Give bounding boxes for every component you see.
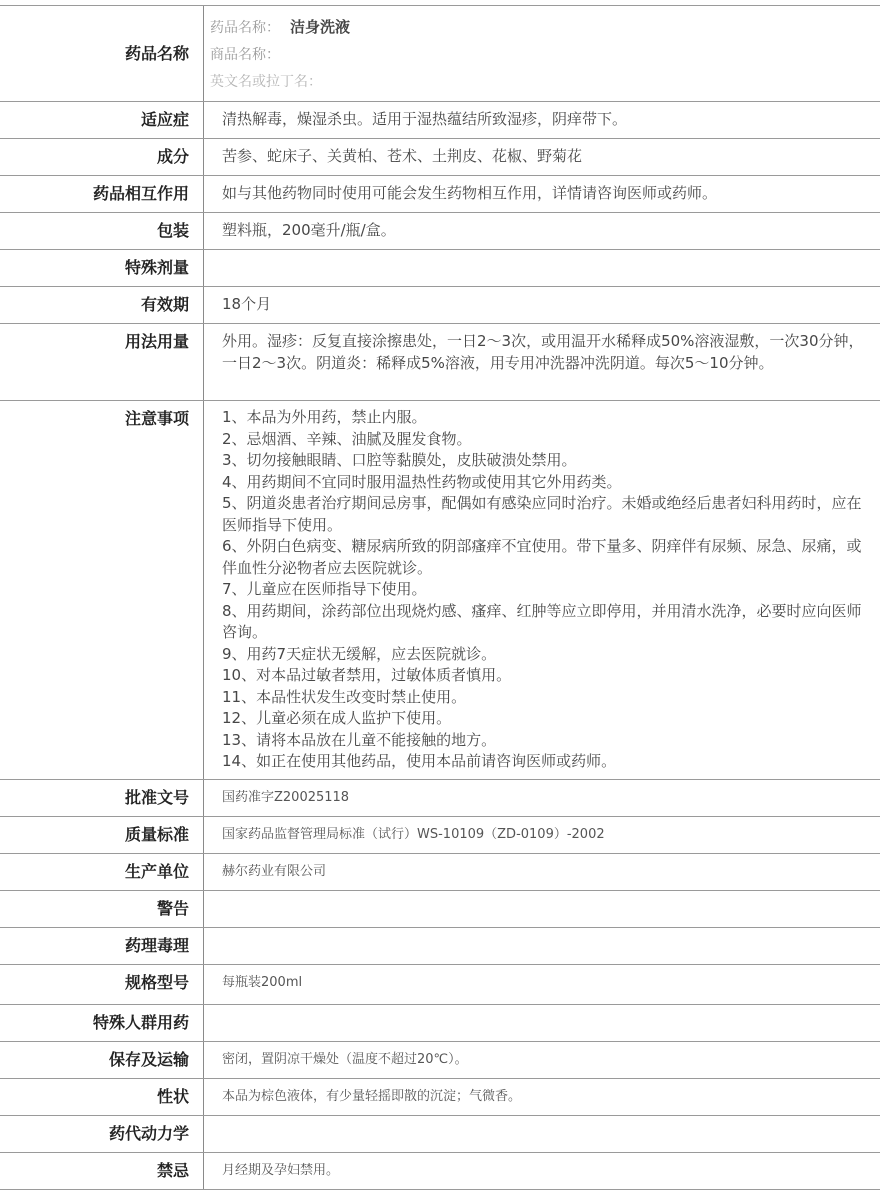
drug-name-field xyxy=(210,14,866,41)
row-label: 注意事项 xyxy=(0,401,204,779)
row-content: 如与其他药物同时使用可能会发生药物相互作用，详情请咨询医师或药师。 xyxy=(222,184,718,202)
row-content: 外用。湿疹：反复直接涂擦患处，一日2～3次，或用温开水稀释成50%溶液湿敷，一次30分钟，一日2～3次。阴道炎：稀释成5%溶液，用专用冲洗器冲洗阴道。每次5～10分钟。 xyxy=(222,332,864,372)
row-label: 特殊剂量 xyxy=(0,250,204,286)
precaution-item: 12、儿童必须在成人监护下使用。 xyxy=(222,709,452,727)
english-name-field xyxy=(210,68,866,95)
table-row-warning xyxy=(0,891,880,928)
table-row-quality-standard xyxy=(0,817,880,854)
table-row-special-populations xyxy=(0,1005,880,1042)
table-row-pharmacokinetics xyxy=(0,1116,880,1153)
row-content: 清热解毒，燥湿杀虫。适用于湿热蕴结所致湿疹，阴痒带下。 xyxy=(222,110,628,128)
row-label: 性状 xyxy=(0,1079,204,1115)
row-content xyxy=(204,891,880,927)
table-row-special-dosage xyxy=(0,250,880,287)
table-row-interactions xyxy=(0,176,880,213)
table-row-pharmacology-toxicology xyxy=(0,928,880,965)
table-row-manufacturer xyxy=(0,854,880,891)
row-content xyxy=(204,928,880,964)
field-value: 洁身洗液 xyxy=(290,18,351,36)
precaution-item: 1、本品为外用药，禁止内服。 xyxy=(222,408,427,426)
precaution-item: 13、请将本品放在儿童不能接触的地方。 xyxy=(222,730,497,749)
table-row-specification xyxy=(0,965,880,1005)
precaution-item: 11、本品性状发生改变时禁止使用。 xyxy=(222,687,467,706)
precaution-item: 14、如正在使用其他药品，使用本品前请咨询医师或药师。 xyxy=(222,752,617,770)
row-content: 赫尔药业有限公司 xyxy=(222,863,327,879)
row-label: 规格型号 xyxy=(0,965,204,1004)
table-row-indications xyxy=(0,102,880,139)
table-row-characteristics xyxy=(0,1079,880,1116)
row-label: 生产单位 xyxy=(0,854,204,890)
row-content: 苦参、蛇床子、关黄柏、苍术、土荆皮、花椒、野菊花 xyxy=(222,147,583,165)
precaution-item: 2、忌烟酒、辛辣、油腻及腥发食物。 xyxy=(222,429,472,448)
row-label: 适应症 xyxy=(0,102,204,138)
field-key: 英文名或拉丁名： xyxy=(210,74,322,90)
precaution-item: 9、用药7天症状无缓解，应去医院就诊。 xyxy=(222,644,497,663)
row-content xyxy=(204,401,880,779)
table-row-ingredients xyxy=(0,139,880,176)
row-content: 本品为棕色液体，有少量轻摇即散的沉淀；气微香。 xyxy=(222,1088,522,1104)
table-row-contraindications xyxy=(0,1153,880,1190)
row-label: 质量标准 xyxy=(0,817,204,853)
row-label: 批准文号 xyxy=(0,780,204,816)
table-row-approval-number xyxy=(0,780,880,817)
row-content xyxy=(204,6,880,101)
row-content: 每瓶装200ml xyxy=(222,974,303,990)
row-label: 保存及运输 xyxy=(0,1042,204,1078)
row-content: 密闭，置阴凉干燥处（温度不超过20℃）。 xyxy=(222,1051,468,1067)
table-row-storage-transport xyxy=(0,1042,880,1079)
row-label: 警告 xyxy=(0,891,204,927)
row-label: 特殊人群用药 xyxy=(0,1005,204,1041)
precaution-item: 7、儿童应在医师指导下使用。 xyxy=(222,580,427,598)
row-content: 国家药品监督管理局标准（试行）WS-10109（ZD-0109）-2002 xyxy=(222,826,605,842)
row-label: 药理毒理 xyxy=(0,928,204,964)
table-row-precautions xyxy=(0,401,880,780)
table-row-usage-dosage xyxy=(0,324,880,401)
row-content xyxy=(204,1116,880,1152)
precaution-item: 5、阴道炎患者治疗期间忌房事，配偶如有感染应同时治疗。未婚或绝经后患者妇科用药时，应在医师指导下使用。 xyxy=(222,494,862,534)
row-label: 有效期 xyxy=(0,287,204,323)
field-key: 商品名称： xyxy=(210,47,280,63)
row-content xyxy=(204,250,880,286)
precaution-item: 8、用药期间，涂药部位出现烧灼感、瘙痒、红肿等应立即停用，并用清水洗净，必要时应向医师咨询。 xyxy=(222,601,862,641)
precaution-item: 6、外阴白色病变、糖尿病所致的阴部瘙痒不宜使用。带下量多、阴痒伴有尿频、尿急、尿痛，或伴血性分泌物者应去医院就诊。 xyxy=(222,537,862,577)
precaution-item: 10、对本品过敏者禁用，过敏体质者慎用。 xyxy=(222,666,512,684)
row-label: 药品相互作用 xyxy=(0,176,204,212)
row-label: 禁忌 xyxy=(0,1153,204,1189)
row-label: 用法用量 xyxy=(0,324,204,400)
row-label: 药品名称 xyxy=(0,6,204,101)
row-content xyxy=(204,1005,880,1041)
row-label: 包装 xyxy=(0,213,204,249)
table-row-packaging xyxy=(0,213,880,250)
drug-info-table xyxy=(0,5,880,1190)
precaution-item: 4、用药期间不宜同时服用温热性药物或使用其它外用药类。 xyxy=(222,472,622,491)
row-content: 18个月 xyxy=(222,295,272,313)
field-key: 药品名称： xyxy=(210,20,280,36)
row-content: 月经期及孕妇禁用。 xyxy=(222,1162,340,1178)
precaution-item: 3、切勿接触眼睛、口腔等黏膜处，皮肤破溃处禁用。 xyxy=(222,451,577,469)
row-label: 成分 xyxy=(0,139,204,175)
table-row-drug-name xyxy=(0,6,880,102)
row-content: 塑料瓶，200毫升/瓶/盒。 xyxy=(222,221,396,239)
row-label: 药代动力学 xyxy=(0,1116,204,1152)
trade-name-field xyxy=(210,41,866,68)
table-row-shelf-life xyxy=(0,287,880,324)
row-content: 国药准字Z20025118 xyxy=(222,789,350,805)
